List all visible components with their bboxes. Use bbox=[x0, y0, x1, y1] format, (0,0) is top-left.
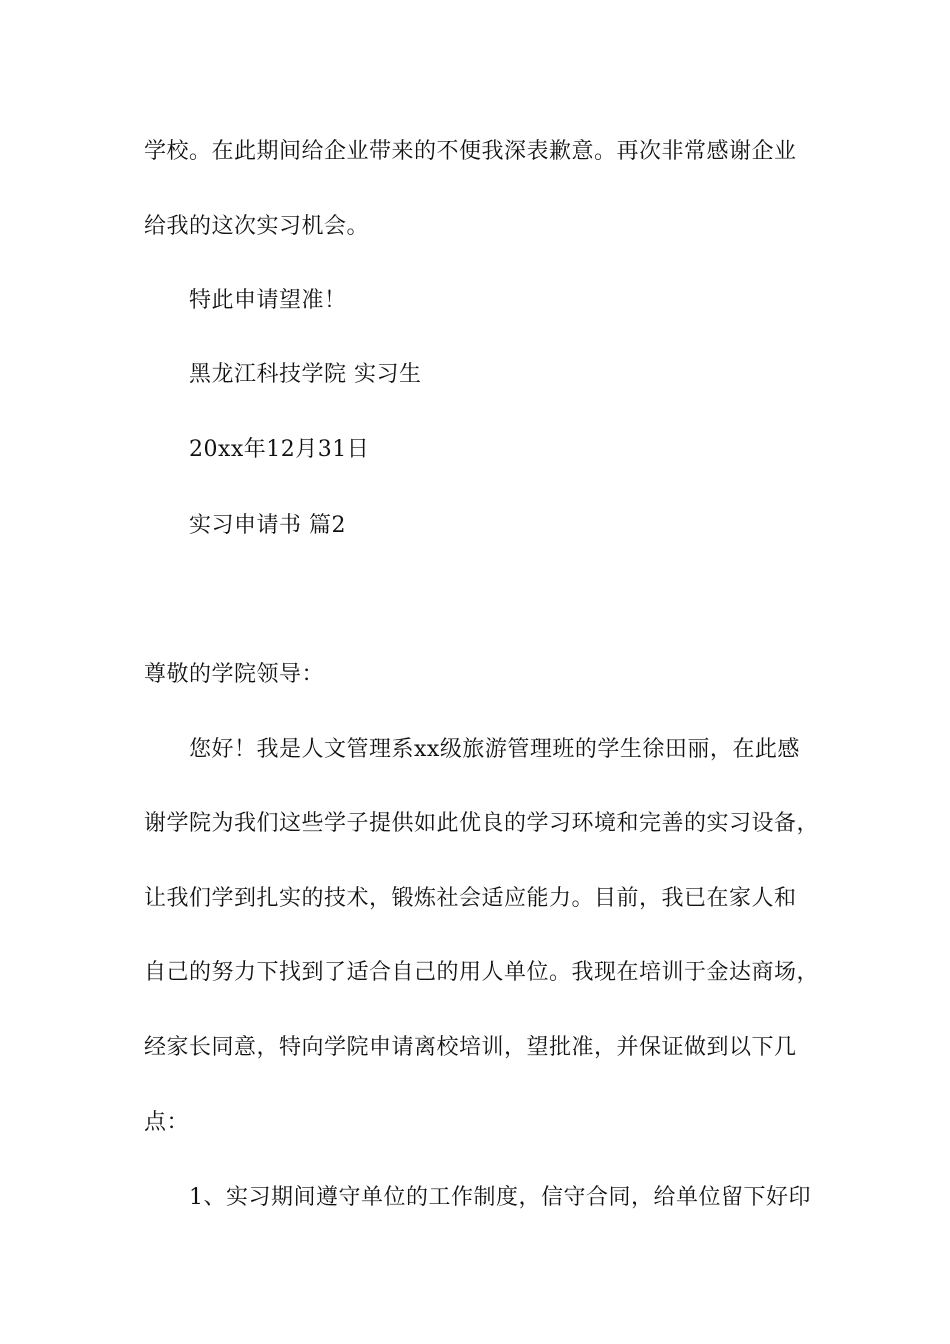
body-line-6: 点： bbox=[144, 1110, 190, 1135]
body-line-1: 您好！我是人文管理系xx级旅游管理班的学生徐田丽，在此感 bbox=[189, 737, 800, 762]
salutation-line: 尊敬的学院领导： bbox=[144, 662, 325, 687]
body-line-2: 谢学院为我们这些学子提供如此优良的学习环境和完善的实习设备， bbox=[144, 811, 820, 836]
body-line-4: 自己的努力下找到了适合自己的用人单位。我现在培训于金达商场， bbox=[144, 960, 820, 985]
closing-request-line: 特此申请望准！ bbox=[189, 288, 347, 313]
signature-line: 黑龙江科技学院 实习生 bbox=[189, 362, 422, 387]
list-item-1: 1、实习期间遵守单位的工作制度，信守合同，给单位留下好印 bbox=[189, 1185, 811, 1210]
section-heading: 实习申请书 篇2 bbox=[189, 513, 346, 538]
paragraph-line-1: 学校。在此期间给企业带来的不便我深表歉意。再次非常感谢企业 bbox=[144, 139, 797, 164]
body-line-3: 让我们学到扎实的技术，锻炼社会适应能力。目前，我已在家人和 bbox=[144, 886, 797, 911]
paragraph-line-2: 给我的这次实习机会。 bbox=[144, 214, 370, 239]
body-line-5: 经家长同意，特向学院申请离校培训，望批准，并保证做到以下几 bbox=[144, 1035, 797, 1060]
date-line: 20xx年12月31日 bbox=[189, 437, 370, 462]
